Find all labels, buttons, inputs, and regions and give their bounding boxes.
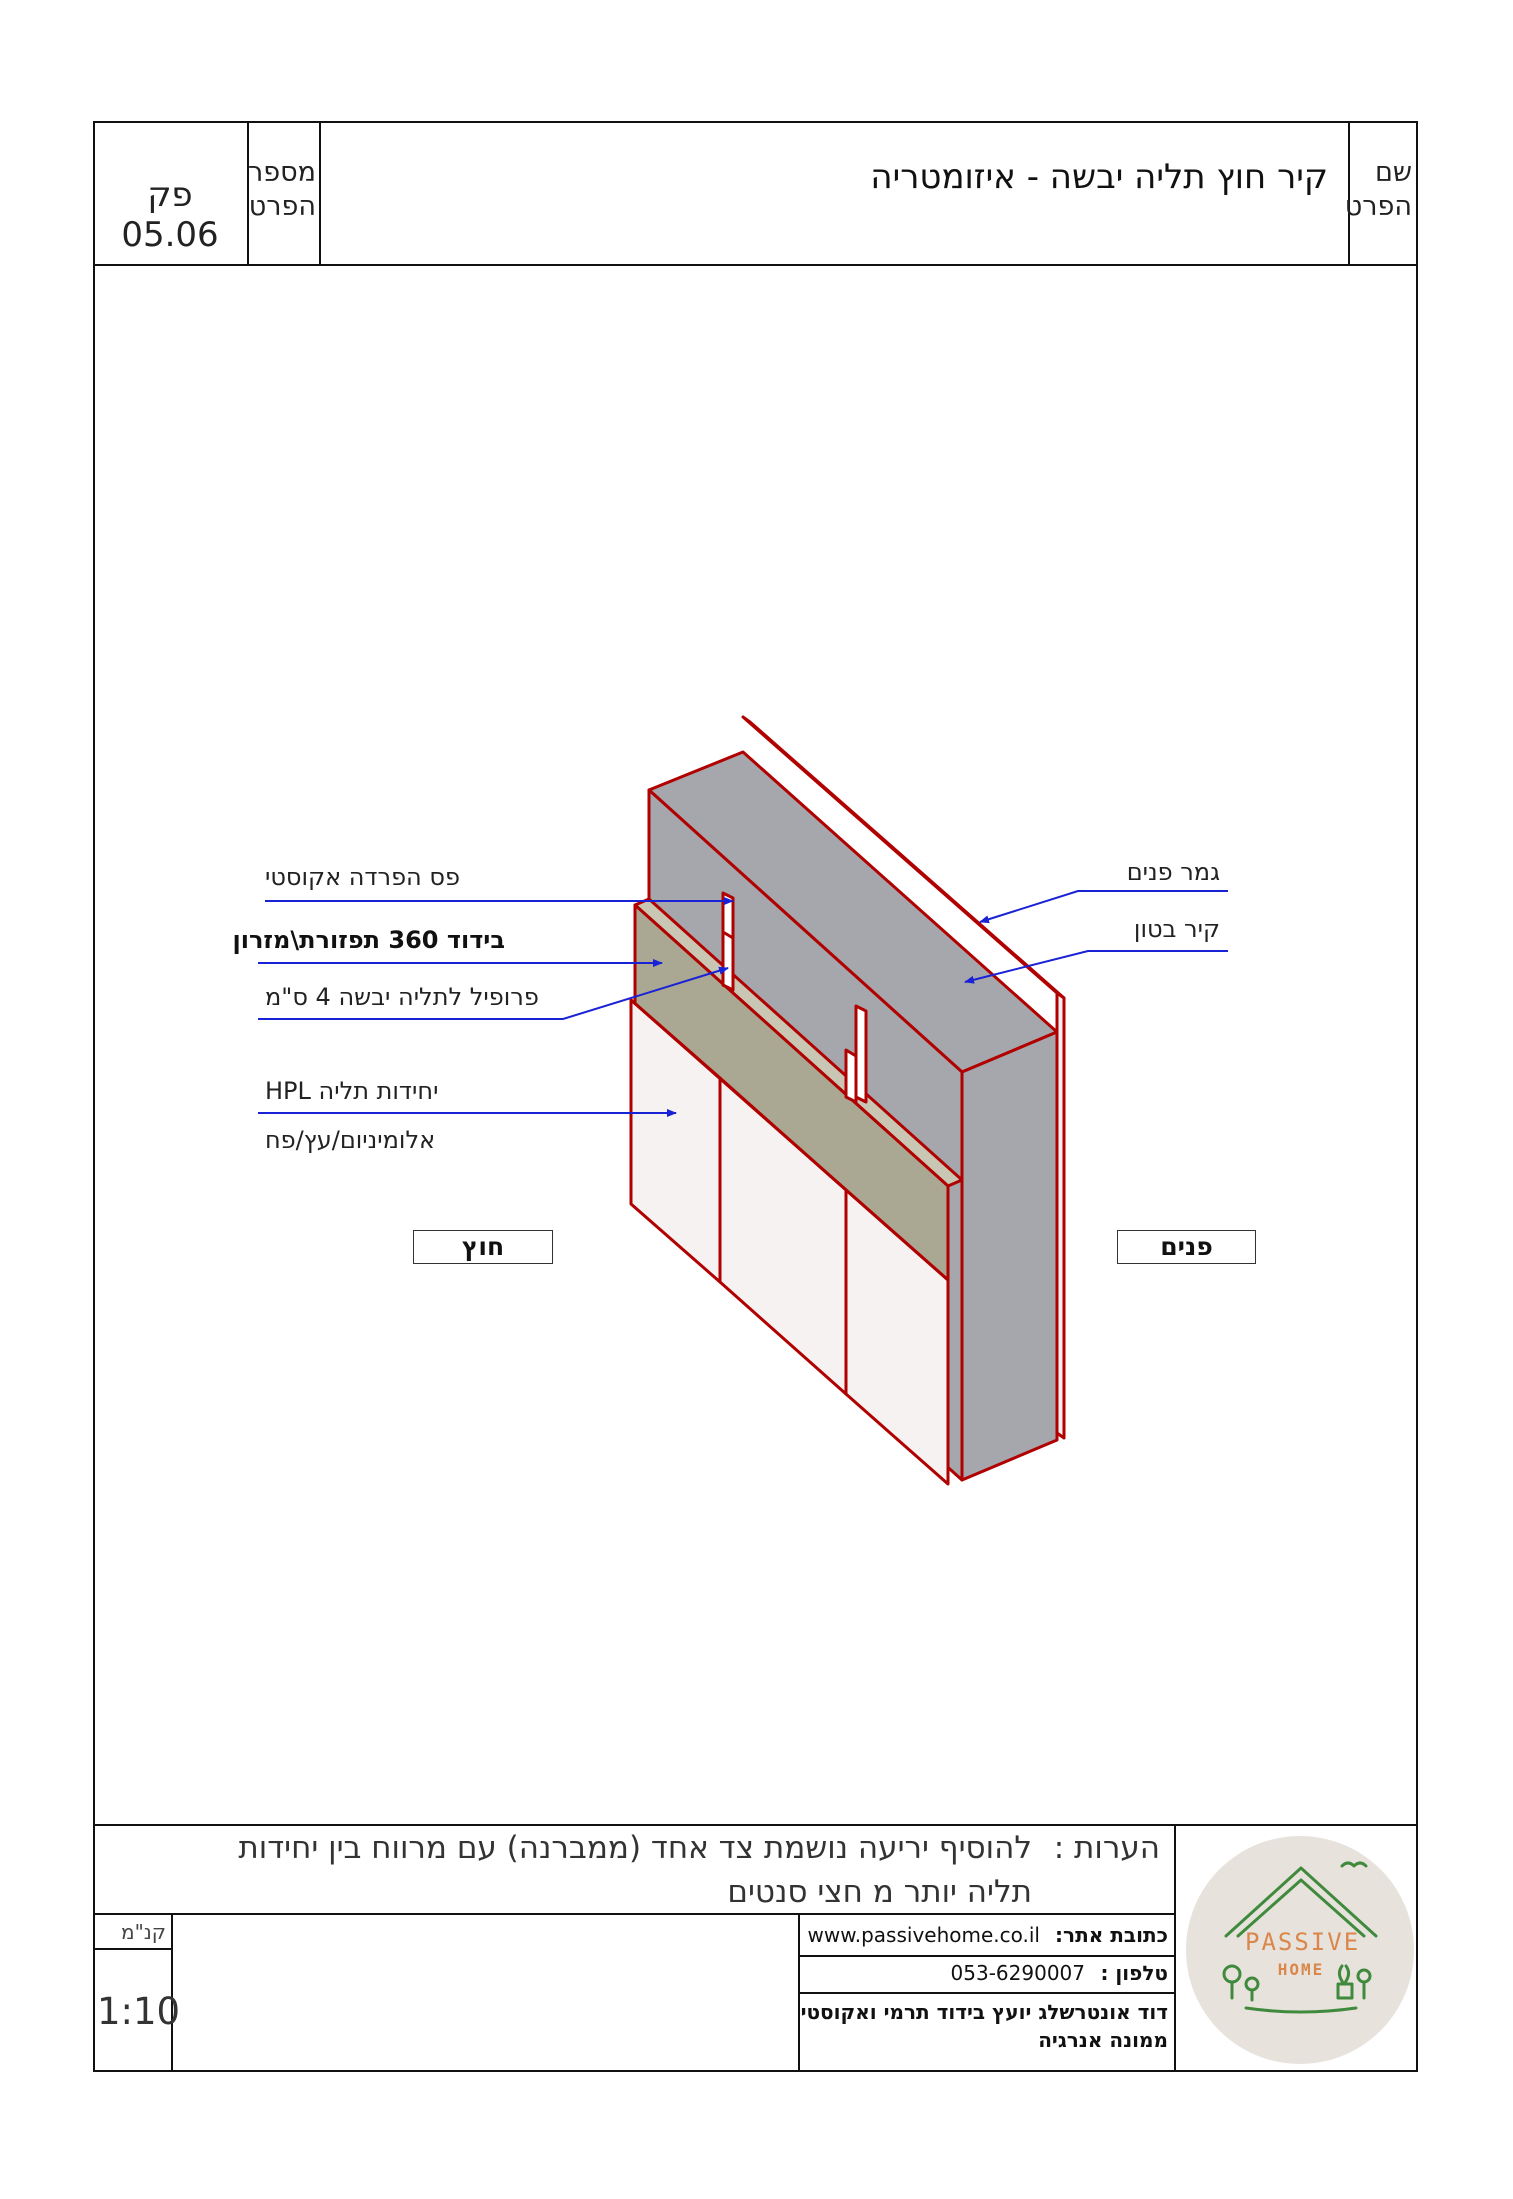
scale-label: קנ"מ bbox=[121, 1920, 166, 1944]
callout-hpl-units: יחידות תליה HPL bbox=[265, 1077, 439, 1105]
website-label: כתובת אתר: bbox=[1055, 1923, 1168, 1947]
logo-word-home: HOME bbox=[1277, 1960, 1325, 1979]
website-value: www.passivehome.co.il bbox=[807, 1923, 1040, 1947]
detail-number-label: מספר הפרט bbox=[248, 157, 316, 222]
callout-profile: פרופיל לתליה יבשה 4 ס"מ bbox=[265, 983, 539, 1011]
consultant-line-2: ממונה אנרגיה bbox=[1038, 2028, 1168, 2052]
detail-name-label: שם הפרט bbox=[1344, 157, 1412, 222]
phone-label: טלפון : bbox=[1100, 1961, 1168, 1985]
leader-concrete-wall bbox=[965, 951, 1228, 982]
callout-materials: אלומיניום/עץ/פח bbox=[265, 1126, 436, 1154]
detail-code: פק 05.06 bbox=[121, 175, 219, 255]
logo-word-passive: PASSIVE bbox=[1245, 1928, 1361, 1956]
page-title: קיר חוץ תליה יבשה - איזומטריה bbox=[870, 157, 1328, 197]
callout-acoustic-strip: פס הפרדה אקוסטי bbox=[265, 863, 460, 891]
notes-text-line-2: תליה יותר מ חצי סנטים bbox=[727, 1874, 1032, 1910]
phone-value: 053-6290007 bbox=[950, 1961, 1085, 1985]
outside-label: חוץ bbox=[413, 1230, 553, 1264]
leader-interior-finish bbox=[980, 891, 1228, 922]
callout-concrete-wall: קיר בטון bbox=[1133, 915, 1220, 943]
notes-text-line-1: להוסיף יריעה נושמת צד אחד (ממברנה) עם מרווח בין יחידות bbox=[238, 1830, 1032, 1866]
callout-interior-finish: גמר פנים bbox=[1126, 858, 1220, 886]
leader-profile bbox=[258, 968, 728, 1019]
callout-insulation: בידוד 360 תפזורת\מזרון bbox=[232, 926, 505, 954]
consultant-line-1: דוד אונטרשלג יועץ בידוד תרמי ואקוסטי bbox=[800, 2000, 1168, 2024]
notes-label: הערות : bbox=[1053, 1830, 1160, 1866]
inside-label: פנים bbox=[1117, 1230, 1256, 1264]
scale-value: 1:10 bbox=[97, 1990, 181, 2033]
